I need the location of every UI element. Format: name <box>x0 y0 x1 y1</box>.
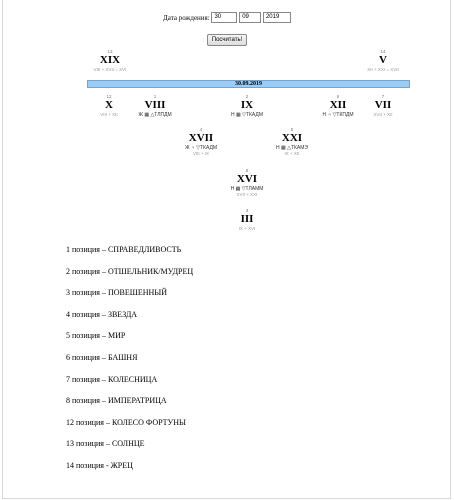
node-roman: XII <box>329 99 347 111</box>
node-1 <box>130 94 180 118</box>
node-number: 12 <box>106 94 112 99</box>
node-code: Ж ▦ △ТЛПДМ <box>138 112 172 118</box>
node-number: 2 <box>245 94 249 99</box>
birthdate-form <box>0 12 454 23</box>
position-line: 1 позиция – СПРАВЕДЛИВОСТЬ <box>66 245 182 254</box>
node-number: 7 <box>381 94 385 99</box>
node-roman: XXI <box>281 132 303 144</box>
node-roman: XVII <box>188 132 214 144</box>
month-input[interactable]: 09 <box>239 12 261 23</box>
position-line: 2 позиция – ОТШЕЛЬНИК/МУДРЕЦ <box>66 266 194 276</box>
node-roman: V <box>379 54 387 66</box>
node-number: 5 <box>290 127 294 132</box>
node-formula: VIII + IX <box>192 151 210 156</box>
node-code: Н ▦ ▽ТЛАММ <box>230 186 264 192</box>
node-6 <box>313 94 363 118</box>
node-formula: XVII + XXI <box>236 192 258 197</box>
node-number: 13 <box>107 49 113 54</box>
position-line: 12 позиция – КОЛЕСО ФОРТУНЫ <box>66 417 186 427</box>
node-5 <box>267 127 317 156</box>
node-formula: IX + XVI <box>238 226 256 231</box>
node-code: Ж ♃ ▽ТКАДМ <box>184 145 217 151</box>
node-formula: XVII + XII <box>373 112 393 117</box>
node-number: 1 <box>153 94 157 99</box>
node-formula: XII + XXI = XVII <box>367 67 399 72</box>
position-line: 6 позиция – БАШНЯ <box>66 352 138 362</box>
node-2 <box>222 94 272 118</box>
node-code: Н ▦ ▽ТКАДМ <box>231 112 263 118</box>
calculate-button[interactable]: Посчитать! <box>207 34 248 46</box>
node-3 <box>222 208 272 231</box>
node-8 <box>222 168 272 197</box>
position-line: 13 позиция – СОЛНЦЕ <box>66 439 145 449</box>
day-input[interactable]: 30 <box>211 12 237 23</box>
node-number: 14 <box>380 49 386 54</box>
position-line: 3 позиция – ПОВЕШЕННЫЙ <box>66 288 168 298</box>
node-roman: III <box>240 213 254 225</box>
node-number: 4 <box>199 127 203 132</box>
node-number: 8 <box>245 168 249 173</box>
node-12 <box>84 94 134 117</box>
node-roman: X <box>105 99 113 111</box>
node-roman: VIII <box>144 99 166 111</box>
node-roman: XVI <box>236 173 258 185</box>
node-13 <box>85 49 135 72</box>
year-input[interactable]: 2019 <box>263 12 291 23</box>
node-number: 3 <box>245 208 249 213</box>
node-code: Н ♃ ▽ТКПДМ <box>322 112 354 118</box>
node-4 <box>176 127 226 156</box>
position-line: 8 позиция – ИМПЕРАТРИЦА <box>66 396 167 406</box>
node-formula: VIII + XII <box>100 112 118 117</box>
date-bar: 30.09.2019 <box>87 80 410 88</box>
node-roman: XIX <box>99 54 121 66</box>
position-line: 7 позиция – КОЛЕСНИЦА <box>66 374 158 384</box>
node-14 <box>358 49 408 72</box>
birthdate-label: Дата рождения: <box>163 13 210 22</box>
node-formula: VIII + XVII = XVI <box>93 67 127 72</box>
positions-list <box>66 243 193 481</box>
position-line: 14 позиция - ЖРЕЦ <box>66 460 133 470</box>
node-formula: IX + XII <box>284 151 300 156</box>
position-line: 5 позиция – МИР <box>66 331 126 341</box>
node-roman: VII <box>374 99 392 111</box>
node-7 <box>358 94 408 117</box>
node-number: 6 <box>336 94 340 99</box>
node-code: Н ▦ △ТКАМЭ <box>275 145 309 151</box>
position-line: 4 позиция – ЗВЕЗДА <box>66 309 138 319</box>
node-roman: IX <box>240 99 254 111</box>
